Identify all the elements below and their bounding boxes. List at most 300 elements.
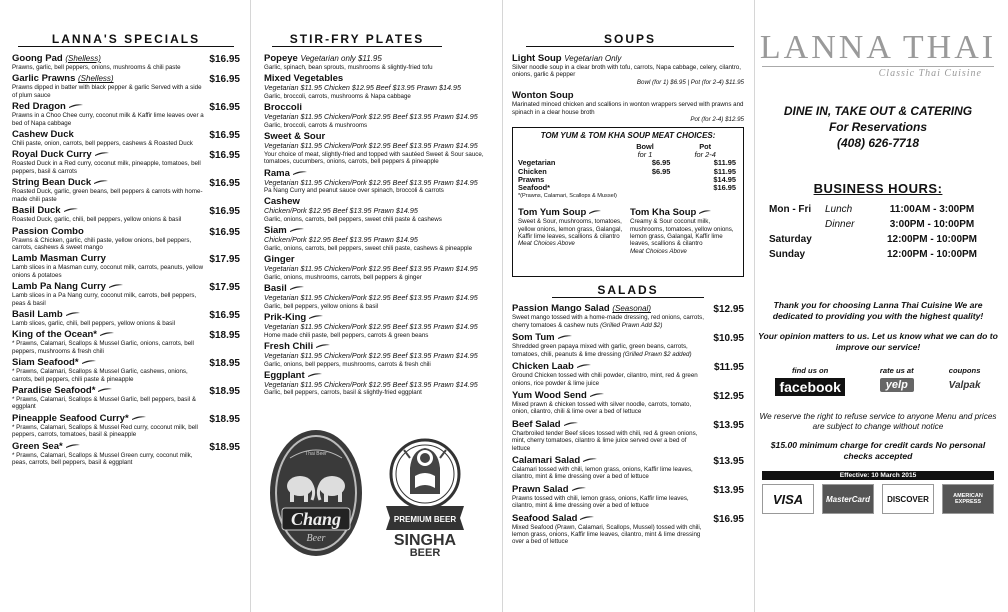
item-description [264,332,492,339]
payment-cards [762,484,994,514]
stirfry-item [264,53,492,71]
chang-top-text: Thai Beer [305,451,327,457]
item-description [12,396,204,411]
item-note: (Seasonal) [612,304,651,314]
item-price-line: Chicken/Pork $12.95 Beef $13.95 Prawn $14.95 [264,235,418,245]
item-name: Cashew [264,196,300,208]
chili-icon [589,390,605,401]
meat-choices-title: TOM YUM & TOM KHA SOUP MEAT CHOICES: [540,131,716,141]
thanks-message: Thank you for choosing Lanna Thai Cuisine We are dedicated to providing you with the highest quality! [772,300,984,321]
chili-icon [698,207,712,218]
light-soup-item [512,53,744,86]
hours-meal: Lunch [825,204,853,215]
valpak-link[interactable]: coupons Valpak [948,366,981,391]
facebook-link[interactable]: find us on facebook [775,366,844,396]
salads-list [512,303,744,545]
chang-beer-logo [268,428,364,563]
chili-icon [65,441,81,452]
chili-icon [557,332,573,343]
item-price: $16.95 [209,74,240,86]
stirfry-item [264,131,492,165]
item-description [12,140,204,147]
item-description [512,314,706,329]
item-name: Siam Seafood* [12,357,79,369]
hours-day: Saturday [769,234,812,245]
special-item [12,329,240,355]
item-name: Prawn Salad [512,483,569,495]
item-description-text: Lamb slices in a Pa Nang curry, coconut milk, carrots, bell peppers, peas & basil [12,292,197,307]
item-price: $16.95 [209,226,240,238]
pot-price: $16.95 [713,183,736,193]
hours-time: 11:00AM - 3:00PM [889,204,975,215]
hours-row [769,217,987,232]
social-links [758,366,998,396]
item-name: Beef Salad [512,418,561,430]
item-price: $17.95 [209,254,240,266]
stirfry-item [264,254,492,281]
item-description [264,64,492,71]
stirfry-item [264,73,492,100]
stirfry-item [264,370,492,397]
tom-yum-note: Meat Choices Above [518,240,575,248]
item-description [264,93,492,100]
item-description-text: Garlic, bell peppers, yellow onions & basil [264,302,379,310]
item-price: $16.95 [209,150,240,162]
hours-day: Mon - Fri [769,204,812,215]
item-name: Passion Combo [12,225,84,237]
light-soup-desc: Silver noodle soup in a clear broth with tofu, carrots, Napa cabbage, celery, cilantro, onions, garlic & pepper [512,64,741,79]
bowl-price: $6.95 [651,166,671,176]
singha-brand-text: SINGHA [393,532,457,549]
item-price: $16.95 [209,130,240,142]
item-description-text: * Prawns, Calamari, Scallops & Mussel Garlic, onions, carrots, bell peppers, mushrooms & fresh chili [12,340,194,355]
pot-price: $11.95 [713,166,736,176]
item-description-text: Calamari tossed with chili, lemon grass, onions, Kaffir lime leaves, cilantro, mint & lime dressing over a bed of lettuce [512,465,693,481]
item-description [12,188,204,203]
item-description [12,160,204,175]
item-name: Lamb Masman Curry [12,253,106,265]
special-item [12,441,240,467]
item-description [264,389,492,396]
item-description [264,361,492,368]
item-description [512,495,706,510]
item-price: $16.95 [209,309,240,321]
light-soup-price: Bowl (for 1) $6.95 | Pot (for 2-4) $11.95 [636,78,744,86]
item-name: Basil [264,283,287,295]
item-price: $18.95 [209,441,240,453]
special-item [12,177,240,203]
item-description-text: Mixed prawn & chicken tossed with silver noodle, carrots, tomato, onion, cilantro, chili & lime over a bed of lettuce [512,400,692,416]
item-description-text: * Prawns, Calamari, Scallops & Mussel Red curry, coconut milk, bell peppers, carrots, tomatoes, basil & pineapple [12,423,198,439]
wonton-soup-name: Wonton Soup [512,90,574,102]
bowl-price [618,184,673,192]
salad-item [512,361,744,387]
item-description [264,303,492,310]
salad-item [512,484,744,510]
soups-title: SOUPS [526,32,734,47]
item-description-text: Your choice of meat, slightly-fried and topped with sautéed Sweet & Sour sauce, tomatoes, cucumbers, onions, carrots, bell peppers & pineapple [264,150,484,166]
item-description [12,368,204,383]
meat-choice-row [518,176,738,184]
singha-beer-logo [380,428,470,561]
item-price: $13.95 [713,455,744,467]
discover-logo: DISCOVER [882,484,934,514]
item-description-text: Prawns, garlic, bell peppers, onions, mushrooms & chili paste [12,64,181,71]
item-price: $18.95 [209,386,240,398]
wonton-soup-desc: Marinated minced chicken and scallions in wonton wrappers served with prawns and spinach in a clear house broth [512,101,744,116]
item-name: Siam [264,225,287,237]
item-name: Cashew Duck [12,129,74,141]
special-item [12,253,240,279]
restaurant-tagline: Classic Thai Cuisine [762,66,994,79]
item-description-text: Roasted Duck, garlic, chili, bell peppers, yellow onions & basil [12,216,182,224]
item-price: $16.95 [209,206,240,218]
item-description-text: Charbroiled tender Beef slices tossed with chili, red & green onions, mint, cherry tomatoes, cilantro & lime juice served over a bed of lettuce [512,429,698,452]
item-description-text: Roasted Duck, garlic, green beans, bell peppers & carrots with home-made chili paste [12,188,203,203]
bowl-price [618,176,673,184]
chili-icon [563,419,579,430]
special-item [12,385,240,411]
chili-icon [108,281,124,292]
item-price: $17.95 [209,282,240,294]
tom-yum-desc: Sweet & Sour, mushrooms, tomatoes, yellow onions, lemon grass, Galangal, Kaffir lime leaves, scallions & cilantro [518,218,623,241]
item-description [264,122,492,129]
singha-sub-text: BEER [409,547,441,556]
item-name: String Bean Duck [12,177,92,189]
item-name: Broccoli [264,102,303,114]
meat-choice-row [518,168,738,176]
item-description [264,187,492,194]
bowl-price: $6.95 [651,158,671,168]
item-name: Basil Lamb [12,309,63,320]
item-name: Royal Duck Curry [12,149,92,161]
light-soup-note: Vegetarian Only [564,54,622,63]
stirfry-item [264,225,492,252]
meat-name: Chicken [518,166,547,176]
meat-name: Prawns [518,174,545,184]
item-description [512,430,706,452]
item-name: Seafood Salad [512,512,578,524]
restaurant-logo: LANNA THAI [759,29,997,66]
chili-icon [68,101,84,112]
meat-choice-row [518,159,738,167]
hours-time: 3:00PM - 10:00PM [889,219,975,230]
dine-line: DINE IN, TAKE OUT & CATERING [783,104,973,118]
effective-date: Effective: 10 March 2015 [762,471,994,480]
refuse-notice: We reserve the right to refuse service to anyone Menu and prices are subject to change without notice [759,412,997,431]
item-name: Chicken Laab [512,361,574,373]
item-description [512,343,706,358]
mastercard-logo: MasterCard [822,484,874,514]
item-extra: (Grilled Prawn $2 added) [622,350,692,358]
item-price: $16.95 [209,102,240,114]
item-price: $10.95 [713,333,744,345]
item-description [12,64,204,71]
item-description [264,245,492,252]
item-name: Green Sea* [12,440,63,452]
hours-row [769,232,987,247]
service-info [758,103,998,151]
hours-row [769,247,987,262]
item-name: Goong Pad [12,53,63,64]
item-price: $16.95 [713,513,744,525]
item-price: $12.95 [713,390,744,402]
seafood-footnote: *(Prawns, Calamari, Scallops & Mussel) [518,193,617,200]
hours-meal [825,232,877,247]
chili-icon [93,177,109,188]
item-price: $18.95 [209,358,240,370]
reservation-label: For Reservations [828,120,928,134]
item-price-line: Vegetarian $11.95 Chicken/Pork $12.95 Beef $13.95 Prawn $14.95 [264,112,478,122]
stirfry-item [264,283,492,310]
phone-number[interactable]: (408) 626-7718 [836,136,920,150]
specials-title: LANNA'S SPECIALS [18,32,234,47]
salad-item [512,419,744,452]
item-price: $18.95 [209,413,240,425]
meat-name: Seafood* [518,183,551,193]
special-item [12,205,240,223]
item-name: Lamb Pa Nang Curry [12,281,106,293]
item-price: $11.95 [713,362,744,374]
item-description [12,112,204,127]
chili-icon [582,455,598,466]
chili-icon [63,205,79,216]
item-description-text: Prawns in a Choo Chee curry, coconut milk & Kaffir lime leaves over a bed of Napa cabbage [12,112,204,127]
salad-item [512,303,744,329]
item-description-text: * Prawns, Calamari, Scallops & Mussel Garlic, bell peppers, basil & eggplant [12,396,196,411]
item-name: Som Tum [512,332,555,344]
item-description [12,216,204,223]
meat-choice-row [518,184,738,192]
item-description [12,264,204,279]
salad-item [512,513,744,546]
panel-divider [250,0,251,612]
salad-item [512,390,744,416]
panel-divider [502,0,503,612]
item-description [264,274,492,281]
item-description-text: Garlic, onions, carrots, bell peppers, sweet chili paste, cashews & pineapple [264,244,473,252]
item-description [264,151,492,166]
item-price-line: Chicken/Pork $12.95 Beef $13.95 Prawn $14.95 [264,206,418,216]
item-price-line: Vegetarian $11.95 Chicken/Pork $12.95 Beef $13.95 Prawn $14.95 [264,379,478,389]
chili-icon [65,309,81,320]
chili-icon [99,329,115,340]
item-description-text: Garlic, bell peppers, carrots, basil & slightly-fried eggplant [264,389,422,397]
stirfry-item [264,168,492,195]
item-description-text: Prawns tossed with chili, lemon grass, onions, Kaffir lime leaves, cilantro, mint & lime dressing over a bed of lettuce [512,494,689,510]
singha-banner-text: PREMIUM BEER [393,515,457,524]
chang-brand-text: Chang [290,509,342,529]
item-price-line: Vegetarian $11.95 Chicken/Pork $12.95 Beef $13.95 Prawn $14.95 [264,293,478,303]
item-extra: (Grilled Prawn Add $2) [600,321,663,329]
item-description [12,84,204,99]
hours-meal: Dinner [825,219,855,230]
pot-price: $14.95 [713,174,736,184]
hours-day [769,217,825,232]
item-description-text: Garlic, broccoli, carrots, mushrooms & Napa cabbage [264,92,411,100]
hours-meal [825,247,877,262]
item-description [12,292,204,307]
hours-time: 12:00PM - 10:00PM [886,249,978,260]
opinion-message: Your opinion matters to us. Let us know what we can do to improve our service! [758,331,998,352]
item-price-line: Vegetarian $11.95 Chicken/Pork $12.95 Beef $13.95 Prawn $14.95 [264,141,478,151]
special-item [12,281,240,307]
tom-kha-name: Tom Kha Soup [630,207,697,219]
item-name: Eggplant [264,369,305,381]
item-description [12,237,204,252]
special-item [12,357,240,383]
special-item [12,129,240,147]
item-description [12,320,204,327]
info-panel [758,0,998,612]
item-description-text: Chili paste, onion, carrots, bell peppers, cashews & Roasted Duck [12,140,193,148]
item-price-line: Vegetarian $11.95 Chicken/Pork $12.95 Beef $13.95 Prawn $14.95 [264,322,478,332]
item-price: $13.95 [713,484,744,496]
special-item [12,101,240,127]
item-note: (Shelless) [65,54,101,63]
stirfry-item [264,312,492,339]
specials-panel [12,0,240,612]
chili-icon [571,484,587,495]
valpak-logo: Valpak [948,380,981,391]
special-item [12,226,240,252]
item-note: (Shelless) [78,74,114,84]
item-name: Yum Wood Send [512,389,587,401]
item-name: Sweet & Sour [264,131,326,143]
item-description-text: Lamb slices, garlic, chili, bell peppers, yellow onions & basil [12,320,176,327]
item-description-text: Garlic, onions, mushrooms, carrots, bell peppers & ginger [264,273,422,281]
soups-salads-panel [512,0,744,612]
item-description-text: Garlic, onions, bell peppers, mushrooms, carrots & fresh chili [264,360,431,368]
chili-icon [579,513,595,524]
item-description-text: Garlic, spinach, bean sprouts, mushrooms & slightly-fried tofu [264,64,433,71]
item-description-text: Prawns & Chicken, garlic, chili paste, yellow onions, bell peppers, carrots, cashews & sweet mango [12,236,192,251]
item-description-text: * Prawns, Calamari, Scallops & Mussel Garlic, cashews, onions, carrots, bell peppers, chili paste & pineapple [12,368,188,383]
stirfry-item [264,196,492,223]
chang-sub-text: Beer [306,533,326,544]
special-item [12,309,240,327]
meat-name: Vegetarian [518,158,556,168]
item-name: Calamari Salad [512,454,581,466]
tom-yum-name: Tom Yum Soup [518,207,587,219]
item-name: Fresh Chili [264,341,314,353]
item-description-text: Garlic, onions, carrots, bell peppers, sweet chili paste & cashews [264,215,442,223]
tom-yum-item [518,207,626,255]
item-price-line: Vegetarian $11.95 Chicken $12.95 Beef $13.95 Prawn $14.95 [264,83,462,93]
wonton-soup-item [512,90,744,123]
item-description-text: Prawns dipped in batter with black pepper & garlic Served with a side of plum sauce [12,84,202,99]
hours-day: Sunday [769,249,806,260]
chili-icon [97,385,113,396]
item-name: Prik-King [264,312,307,324]
item-price: $16.95 [209,178,240,190]
specials-list [12,53,240,467]
stirfry-item [264,341,492,368]
special-item [12,149,240,175]
chili-icon [94,149,110,160]
stirfry-list [264,53,492,397]
item-description [12,340,204,355]
item-description-text: Shredded green papaya mixed with garlic, green beans, carrots, tomatoes, chili, peanuts & lime dressing [512,343,688,358]
tom-kha-item [630,207,738,255]
item-price: $16.95 [209,54,240,65]
item-description [512,466,706,481]
item-name: Mixed Vegetables [264,73,344,85]
chili-icon [292,168,308,179]
meat-choices-box [512,127,744,277]
hours-table [769,202,987,262]
salads-title: SALADS [552,283,704,298]
item-price: $12.95 [713,304,744,316]
item-name: Passion Mango Salad [512,303,610,315]
stirfry-item [264,102,492,129]
item-price-line: Vegetarian $11.95 Chicken/Pork $12.95 Beef $13.95 Prawn $14.95 [264,177,478,187]
salad-item [512,455,744,481]
chili-icon [81,357,97,368]
tom-kha-note: Meat Choices Above [630,247,687,255]
item-price: $13.95 [713,419,744,431]
hours-time: 12:00PM - 10:00PM [886,234,978,245]
item-description [512,401,706,416]
item-name: King of the Ocean* [12,329,97,341]
item-price-line: Vegetarian $11.95 Chicken/Pork $12.95 Beef $13.95 Prawn $14.95 [264,351,478,361]
item-description-text: Home made chili paste, bell peppers, carrots & green beans [264,331,429,339]
chili-icon [131,413,147,424]
item-name: Pineapple Seafood Curry* [12,412,129,424]
bowl-header: Bowl for 1 [636,142,654,160]
item-description-text: Mixed Seafood (Prawn, Calamari, Scallops, Mussel) tossed with chili, lemon grass, onions, Kaffir lime leaves, cilantro, mint & lime dressing over a bed of lettuce [512,523,702,546]
item-description-text: Pa Nang Curry and peanut sauce over spinach, broccoli & carrots [264,187,444,195]
item-description-text: Lamb slices in a Masman curry, coconut milk, carrots, peanuts, yellow onions & potatoes [12,264,204,279]
special-item [12,53,240,71]
item-description-text: Roasted Duck in a Red curry, coconut milk, pineapple, tomatoes, bell peppers, basil & carrots [12,160,201,175]
light-soup-name: Light Soup [512,53,562,64]
item-description-text: Sweet mango tossed with a home-made dressing, red onions, carrots, cherry tomatoes & cashew nuts [512,314,704,329]
item-description [12,424,204,439]
special-item [12,413,240,439]
stirfry-title: STIR-FRY PLATES [272,32,442,47]
item-price: $18.95 [209,330,240,342]
minimum-charge-notice: $15.00 minimum charge for credit cards No personal checks accepted [770,440,986,461]
item-inline-price: Vegetarian only $11.95 [300,54,382,63]
hours-title: BUSINESS HOURS: [813,181,943,196]
item-name: Red Dragon [12,101,66,113]
item-description-text: Garlic, broccoli, carrots & mushrooms [264,121,368,129]
visa-logo: VISA [762,484,814,514]
item-description [264,216,492,223]
yelp-link[interactable]: rate us at yelp [879,366,914,391]
item-description [512,524,706,546]
salad-item [512,332,744,358]
item-price-line: Vegetarian $11.95 Chicken/Pork $12.95 Beef $13.95 Prawn $14.95 [264,264,478,274]
item-name: Popeye [264,53,298,64]
item-name: Paradise Seafood* [12,385,96,397]
pot-price: $11.95 [713,158,736,168]
item-description [12,452,204,467]
wonton-soup-price: Pot (for 2-4) $12.95 [690,116,744,124]
hours-row [769,202,987,217]
item-name: Rama [264,167,290,179]
chili-icon [576,361,592,372]
special-item [12,73,240,99]
facebook-logo: facebook [775,378,844,396]
item-name: Basil Duck [12,205,61,217]
item-description [512,372,706,387]
pot-header: Pot for 2-4 [694,142,716,160]
item-name: Garlic Prawns [12,73,76,85]
panel-divider [754,0,755,612]
meat-choices-table [518,143,738,192]
